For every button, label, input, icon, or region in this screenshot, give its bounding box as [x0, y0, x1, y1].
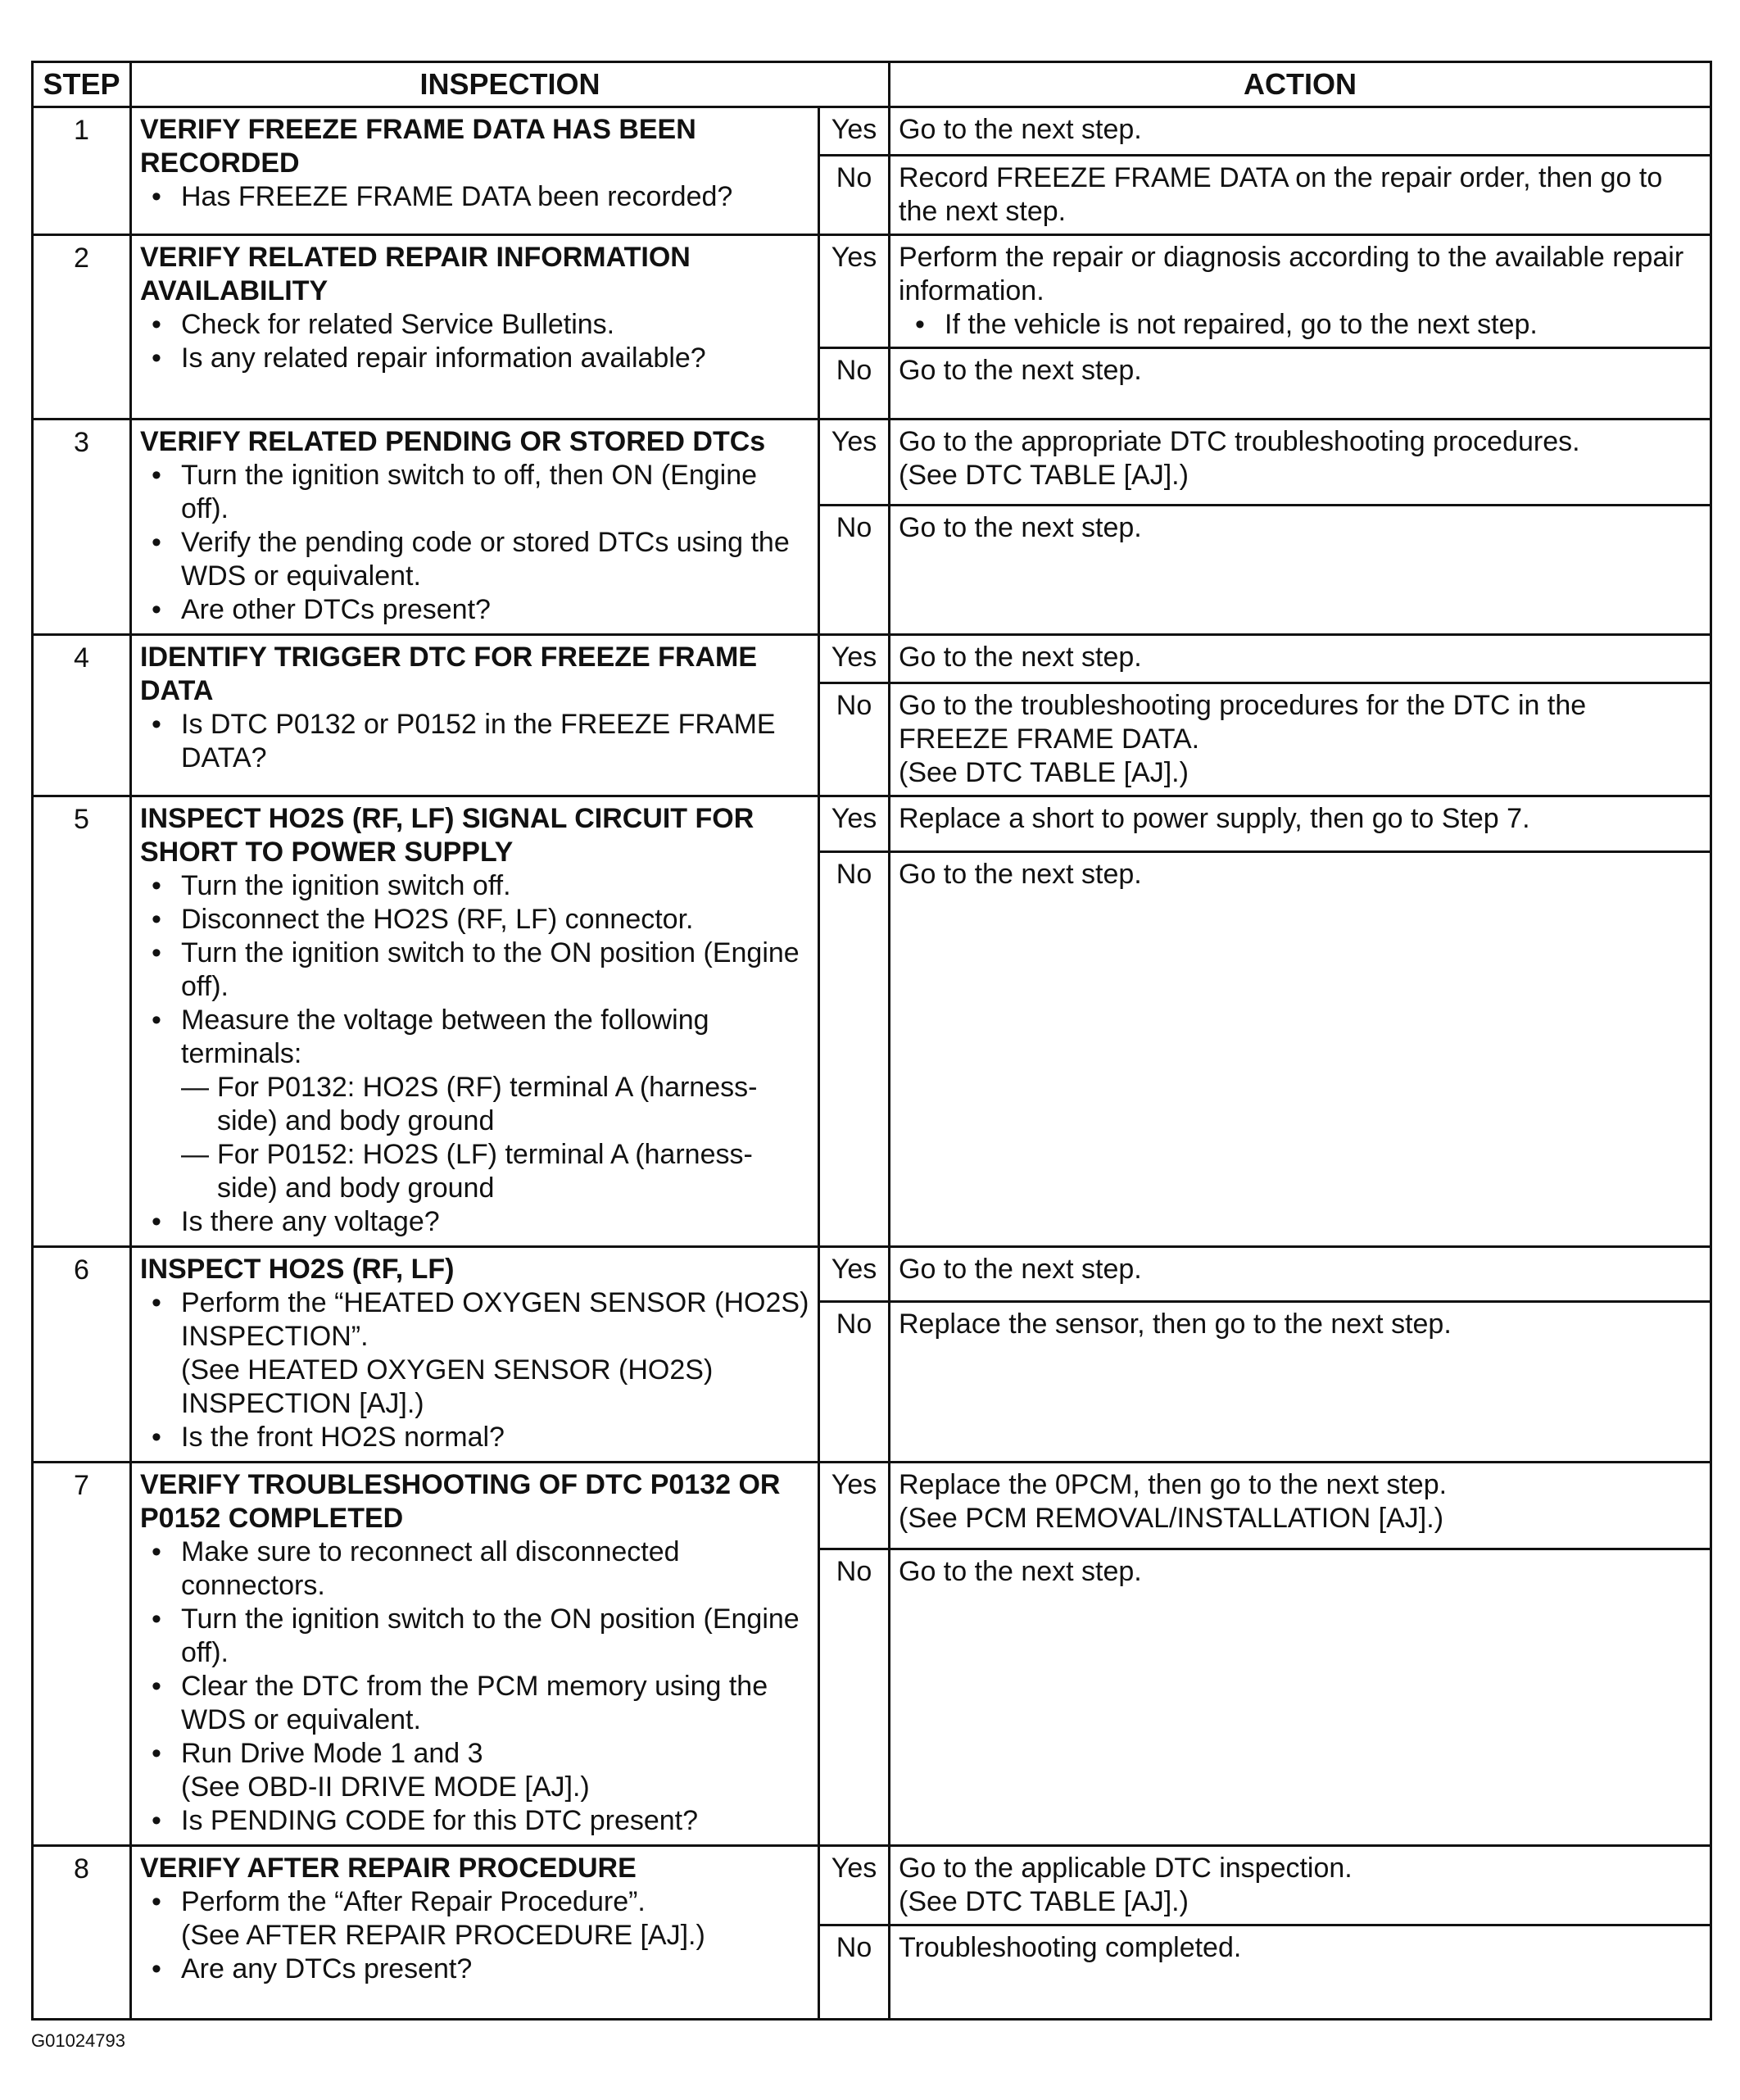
yes-label: Yes — [819, 1846, 890, 1925]
inspection-item-text: Disconnect the HO2S (RF, LF) connector. — [181, 904, 694, 935]
inspection-title: VERIFY FREEZE FRAME DATA HAS BEEN RECORDED — [140, 114, 696, 179]
inspection-item-text: Measure the voltage between the following terminals: — [181, 1005, 709, 1069]
table-row — [33, 107, 1711, 156]
step-number: 5 — [33, 796, 131, 1247]
inspection-item — [181, 526, 809, 593]
yes-label: Yes — [819, 635, 890, 683]
table-row — [33, 796, 1711, 852]
inspection-item — [181, 1286, 809, 1421]
yes-action-line: Go to the appropriate DTC troubleshooting procedures. — [899, 426, 1580, 457]
no-label: No — [819, 1925, 890, 2020]
yes-action — [890, 235, 1711, 348]
inspection-item — [181, 342, 809, 375]
inspection-cell — [131, 1247, 819, 1463]
inspection-item-text: Is any related repair information available? — [181, 342, 706, 374]
yes-action-line: Perform the repair or diagnosis according to the available repair information. — [899, 242, 1684, 306]
inspection-list — [140, 180, 809, 214]
inspection-item-text: Is PENDING CODE for this DTC present? — [181, 1805, 699, 1836]
step-number: 2 — [33, 235, 131, 420]
inspection-item — [181, 1804, 809, 1838]
inspection-item-reference: (See AFTER REPAIR PROCEDURE [AJ].) — [181, 1920, 705, 1951]
table-row — [33, 420, 1711, 506]
yes-action — [890, 796, 1711, 852]
yes-action-line: Go to the next step. — [899, 1254, 1142, 1285]
no-label: No — [819, 851, 890, 1246]
yes-action-line: Replace a short to power supply, then go to Step 7. — [899, 803, 1530, 834]
yes-action-line: Replace the 0PCM, then go to the next step. — [899, 1469, 1448, 1500]
step-number: 1 — [33, 107, 131, 235]
inspection-item — [181, 1670, 809, 1737]
inspection-item — [181, 308, 809, 342]
no-action-line: Go to the next step. — [899, 858, 1142, 890]
no-action — [890, 348, 1711, 420]
yes-label: Yes — [819, 796, 890, 852]
inspection-list — [140, 308, 809, 375]
inspection-cell — [131, 420, 819, 635]
inspection-cell — [131, 1463, 819, 1846]
inspection-title: INSPECT HO2S (RF, LF) SIGNAL CIRCUIT FOR SHORT TO POWER SUPPLY — [140, 803, 754, 868]
yes-label: Yes — [819, 420, 890, 506]
no-action — [890, 1301, 1711, 1462]
inspection-item-reference: (See HEATED OXYGEN SENSOR (HO2S) INSPECTION [AJ].) — [181, 1354, 714, 1419]
inspection-cell — [131, 1846, 819, 2020]
inspection-subitem: — For P0132: HO2S (RF) terminal A (harness-side) and body ground — [217, 1071, 809, 1138]
inspection-title: VERIFY AFTER REPAIR PROCEDURE — [140, 1853, 637, 1884]
inspection-title: INSPECT HO2S (RF, LF) — [140, 1254, 455, 1285]
yes-label: Yes — [819, 1247, 890, 1302]
inspection-item — [181, 903, 809, 937]
inspection-title: VERIFY TROUBLESHOOTING OF DTC P0132 OR P0152 COMPLETED — [140, 1469, 781, 1534]
inspection-cell — [131, 635, 819, 796]
inspection-subitem: — For P0152: HO2S (LF) terminal A (harness-side) and body ground — [217, 1138, 809, 1205]
inspection-cell — [131, 796, 819, 1247]
no-label: No — [819, 156, 890, 235]
inspection-list — [140, 708, 809, 775]
no-action-line: Go to the next step. — [899, 355, 1142, 386]
inspection-cell — [131, 107, 819, 235]
inspection-list — [140, 1885, 809, 1986]
inspection-item — [181, 459, 809, 526]
yes-action — [890, 107, 1711, 156]
no-action — [890, 851, 1711, 1246]
inspection-item-text: Are any DTCs present? — [181, 1953, 473, 1984]
no-action-line: Go to the troubleshooting procedures for the DTC in the FREEZE FRAME DATA. — [899, 690, 1587, 755]
no-label: No — [819, 1549, 890, 1846]
inspection-item-text: Are other DTCs present? — [181, 594, 491, 625]
step-number: 4 — [33, 635, 131, 796]
no-label: No — [819, 683, 890, 796]
inspection-item — [181, 1004, 809, 1205]
troubleshooting-table — [31, 61, 1712, 2021]
yes-action — [890, 420, 1711, 506]
inspection-item — [181, 869, 809, 903]
inspection-item-text: Clear the DTC from the PCM memory using the WDS or equivalent. — [181, 1671, 768, 1735]
yes-action — [890, 1247, 1711, 1302]
header-row — [33, 62, 1711, 107]
no-label: No — [819, 348, 890, 420]
inspection-item-text: Verify the pending code or stored DTCs using the WDS or equivalent. — [181, 527, 790, 592]
no-action — [890, 506, 1711, 635]
inspection-list — [140, 459, 809, 627]
inspection-item — [181, 180, 809, 214]
header-step: STEP — [33, 62, 131, 107]
yes-action-line: Go to the next step. — [899, 642, 1142, 673]
yes-label: Yes — [819, 107, 890, 156]
header-action: ACTION — [890, 62, 1711, 107]
inspection-item-text: Make sure to reconnect all disconnected connectors. — [181, 1536, 680, 1601]
inspection-item-text: Is the front HO2S normal? — [181, 1422, 505, 1453]
inspection-item-reference: (See OBD-II DRIVE MODE [AJ].) — [181, 1771, 590, 1803]
inspection-item-text: Turn the ignition switch to the ON position (Engine off). — [181, 1603, 800, 1668]
inspection-item — [181, 1885, 809, 1953]
inspection-item — [181, 1603, 809, 1670]
table-row — [33, 235, 1711, 348]
yes-action-item: • If the vehicle is not repaired, go to the next step. — [945, 308, 1701, 342]
yes-action — [890, 1846, 1711, 1925]
inspection-item — [181, 1737, 809, 1804]
inspection-list — [140, 1535, 809, 1838]
step-number: 7 — [33, 1463, 131, 1846]
yes-action-line: (See DTC TABLE [AJ].) — [899, 460, 1189, 491]
inspection-item-text: Run Drive Mode 1 and 3 — [181, 1738, 483, 1769]
inspection-title: IDENTIFY TRIGGER DTC FOR FREEZE FRAME DATA — [140, 642, 758, 706]
inspection-cell — [131, 235, 819, 420]
step-number: 6 — [33, 1247, 131, 1463]
table-row — [33, 635, 1711, 683]
inspection-item — [181, 1535, 809, 1603]
table-row — [33, 1846, 1711, 1925]
yes-action — [890, 635, 1711, 683]
no-label: No — [819, 1301, 890, 1462]
inspection-item — [181, 708, 809, 775]
yes-action — [890, 1463, 1711, 1549]
inspection-item-text: Is DTC P0132 or P0152 in the FREEZE FRAME DATA? — [181, 709, 776, 773]
no-action — [890, 683, 1711, 796]
header-inspection: INSPECTION — [131, 62, 890, 107]
no-action — [890, 1549, 1711, 1846]
step-number: 8 — [33, 1846, 131, 2020]
inspection-item-text: Is there any voltage? — [181, 1206, 440, 1237]
yes-label: Yes — [819, 235, 890, 348]
table-body — [33, 107, 1711, 2020]
inspection-sublist — [181, 1071, 809, 1205]
no-label: No — [819, 506, 890, 635]
table-row — [33, 1463, 1711, 1549]
inspection-item — [181, 1953, 809, 1986]
inspection-item-text: Check for related Service Bulletins. — [181, 309, 615, 340]
no-action-line: (See DTC TABLE [AJ].) — [899, 757, 1189, 788]
table-row — [33, 1247, 1711, 1302]
no-action-line: Troubleshooting completed. — [899, 1932, 1242, 1963]
no-action-line: Record FREEZE FRAME DATA on the repair order, then go to the next step. — [899, 162, 1663, 227]
yes-action-line: (See DTC TABLE [AJ].) — [899, 1886, 1189, 1917]
inspection-item — [181, 937, 809, 1004]
yes-action-line: (See PCM REMOVAL/INSTALLATION [AJ].) — [899, 1503, 1444, 1534]
inspection-item — [181, 1205, 809, 1239]
no-action-line: Replace the sensor, then go to the next step. — [899, 1308, 1452, 1340]
inspection-item-text: Perform the “After Repair Procedure”. — [181, 1886, 646, 1917]
step-number: 3 — [33, 420, 131, 635]
yes-action-line: Go to the next step. — [899, 114, 1142, 145]
yes-action-list — [899, 308, 1701, 342]
inspection-item-text: Perform the “HEATED OXYGEN SENSOR (HO2S) INSPECTION”. — [181, 1287, 809, 1352]
troubleshooting-table-frame — [31, 61, 1712, 2021]
figure-code: G01024793 — [31, 2030, 125, 2051]
inspection-item-text: Turn the ignition switch to off, then ON (Engine off). — [181, 460, 758, 524]
inspection-item-text: Has FREEZE FRAME DATA been recorded? — [181, 181, 733, 212]
yes-label: Yes — [819, 1463, 890, 1549]
no-action-line: Go to the next step. — [899, 1556, 1142, 1588]
no-action — [890, 1925, 1711, 2020]
yes-action-line: Go to the applicable DTC inspection. — [899, 1853, 1353, 1884]
no-action-line: Go to the next step. — [899, 512, 1142, 544]
inspection-item-text: Turn the ignition switch off. — [181, 870, 511, 901]
inspection-item — [181, 593, 809, 627]
inspection-item — [181, 1421, 809, 1454]
no-action — [890, 156, 1711, 235]
inspection-list — [140, 1286, 809, 1454]
inspection-title: VERIFY RELATED PENDING OR STORED DTCs — [140, 426, 766, 457]
inspection-list — [140, 869, 809, 1239]
inspection-title: VERIFY RELATED REPAIR INFORMATION AVAILABILITY — [140, 242, 691, 306]
inspection-item-text: Turn the ignition switch to the ON position (Engine off). — [181, 937, 800, 1002]
